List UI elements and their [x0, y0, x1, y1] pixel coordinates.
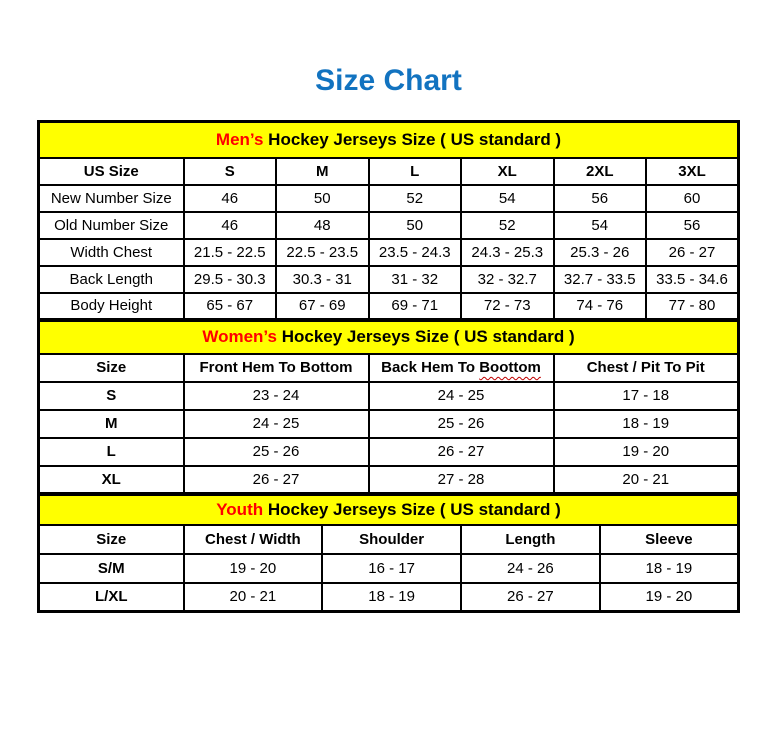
youth-section-title: [39, 495, 739, 525]
cell-value: 26 - 27: [461, 583, 600, 612]
cell-value: 20 - 21: [554, 466, 739, 494]
mens-accent-text: Men’s: [215, 129, 264, 149]
mens-col-3xl: 3XL: [646, 158, 739, 185]
row-label: M: [39, 410, 184, 438]
cell-value: 26 - 27: [369, 438, 554, 466]
back-hem-text: Back Hem To: [381, 359, 480, 376]
youth-size-table: [37, 493, 740, 613]
table-row: [39, 583, 739, 612]
cell-value: 72 - 73: [461, 293, 554, 320]
cell-value: 24 - 26: [461, 554, 600, 583]
cell-value: 46: [184, 185, 277, 212]
cell-value: 77 - 80: [646, 293, 739, 320]
table-row: [39, 438, 739, 466]
cell-value: 16 - 17: [322, 554, 461, 583]
cell-value: 27 - 28: [369, 466, 554, 494]
cell-value: 29.5 - 30.3: [184, 266, 277, 293]
cell-value: 18 - 19: [322, 583, 461, 612]
cell-value: 18 - 19: [600, 554, 739, 583]
cell-value: 52: [369, 185, 462, 212]
cell-value: 56: [646, 212, 739, 239]
cell-value: 19 - 20: [554, 438, 739, 466]
table-row: [39, 239, 739, 266]
womens-banner-row: [39, 321, 739, 354]
cell-value: 22.5 - 23.5: [276, 239, 369, 266]
row-label: New Number Size: [39, 185, 184, 212]
youth-title-text: Hockey Jerseys Size ( US standard ): [263, 499, 561, 519]
cell-value: 25.3 - 26: [554, 239, 647, 266]
cell-value: 54: [461, 185, 554, 212]
cell-value: 74 - 76: [554, 293, 647, 320]
table-row: [39, 410, 739, 438]
cell-value: 54: [554, 212, 647, 239]
cell-value: 18 - 19: [554, 410, 739, 438]
mens-section-title: [39, 122, 739, 158]
womens-col-front-hem: Front Hem To Bottom: [184, 354, 369, 382]
table-row: [39, 466, 739, 494]
cell-value: 24.3 - 25.3: [461, 239, 554, 266]
mens-title-text: Hockey Jerseys Size ( US standard ): [263, 129, 562, 149]
womens-header-row: [39, 354, 739, 382]
cell-value: 26 - 27: [184, 466, 369, 494]
cell-value: 50: [276, 185, 369, 212]
cell-value: 19 - 20: [600, 583, 739, 612]
row-label: Back Length: [39, 266, 184, 293]
womens-section-title: [39, 321, 739, 354]
cell-value: 23.5 - 24.3: [369, 239, 462, 266]
size-chart: [37, 62, 740, 613]
youth-col-chest-width: Chest / Width: [184, 525, 323, 554]
cell-value: 69 - 71: [369, 293, 462, 320]
mens-col-l: L: [369, 158, 462, 185]
table-row: [39, 382, 739, 410]
table-row: [39, 293, 739, 320]
cell-value: 32 - 32.7: [461, 266, 554, 293]
row-label: Width Chest: [39, 239, 184, 266]
cell-value: 24 - 25: [184, 410, 369, 438]
page-title: Size Chart: [315, 64, 462, 97]
cell-value: 32.7 - 33.5: [554, 266, 647, 293]
mens-size-table: [37, 120, 740, 321]
mens-header-row: [39, 158, 739, 185]
cell-value: 30.3 - 31: [276, 266, 369, 293]
cell-value: 21.5 - 22.5: [184, 239, 277, 266]
youth-header-row: [39, 525, 739, 554]
youth-accent-text: Youth: [216, 499, 264, 519]
cell-value: 56: [554, 185, 647, 212]
womens-col-back-hem: [369, 354, 554, 382]
cell-value: 24 - 25: [369, 382, 554, 410]
mens-col-xl: XL: [461, 158, 554, 185]
womens-col-size: Size: [39, 354, 184, 382]
cell-value: 19 - 20: [184, 554, 323, 583]
table-row: [39, 212, 739, 239]
table-row: [39, 554, 739, 583]
cell-value: 33.5 - 34.6: [646, 266, 739, 293]
row-label: S: [39, 382, 184, 410]
womens-size-table: [37, 319, 740, 495]
cell-value: 26 - 27: [646, 239, 739, 266]
youth-banner-row: [39, 495, 739, 525]
row-label: L/XL: [39, 583, 184, 612]
cell-value: 50: [369, 212, 462, 239]
womens-accent-text: Women’s: [202, 327, 277, 347]
mens-col-us-size: US Size: [39, 158, 184, 185]
youth-col-size: Size: [39, 525, 184, 554]
row-label: XL: [39, 466, 184, 494]
cell-value: 48: [276, 212, 369, 239]
mens-col-s: S: [184, 158, 277, 185]
womens-title-text: Hockey Jerseys Size ( US standard ): [276, 327, 575, 347]
row-label: S/M: [39, 554, 184, 583]
youth-col-length: Length: [461, 525, 600, 554]
cell-value: 31 - 32: [369, 266, 462, 293]
cell-value: 60: [646, 185, 739, 212]
row-label: L: [39, 438, 184, 466]
table-row: [39, 266, 739, 293]
row-label: Old Number Size: [39, 212, 184, 239]
mens-col-2xl: 2XL: [554, 158, 647, 185]
cell-value: 25 - 26: [369, 410, 554, 438]
misspelled-word: Boottom: [479, 359, 541, 376]
cell-value: 25 - 26: [184, 438, 369, 466]
cell-value: 46: [184, 212, 277, 239]
womens-col-chest: Chest / Pit To Pit: [554, 354, 739, 382]
youth-col-shoulder: Shoulder: [322, 525, 461, 554]
cell-value: 67 - 69: [276, 293, 369, 320]
cell-value: 52: [461, 212, 554, 239]
mens-col-m: M: [276, 158, 369, 185]
cell-value: 65 - 67: [184, 293, 277, 320]
mens-banner-row: [39, 122, 739, 158]
cell-value: 23 - 24: [184, 382, 369, 410]
youth-col-sleeve: Sleeve: [600, 525, 739, 554]
table-row: [39, 185, 739, 212]
cell-value: 17 - 18: [554, 382, 739, 410]
cell-value: 20 - 21: [184, 583, 323, 612]
row-label: Body Height: [39, 293, 184, 320]
